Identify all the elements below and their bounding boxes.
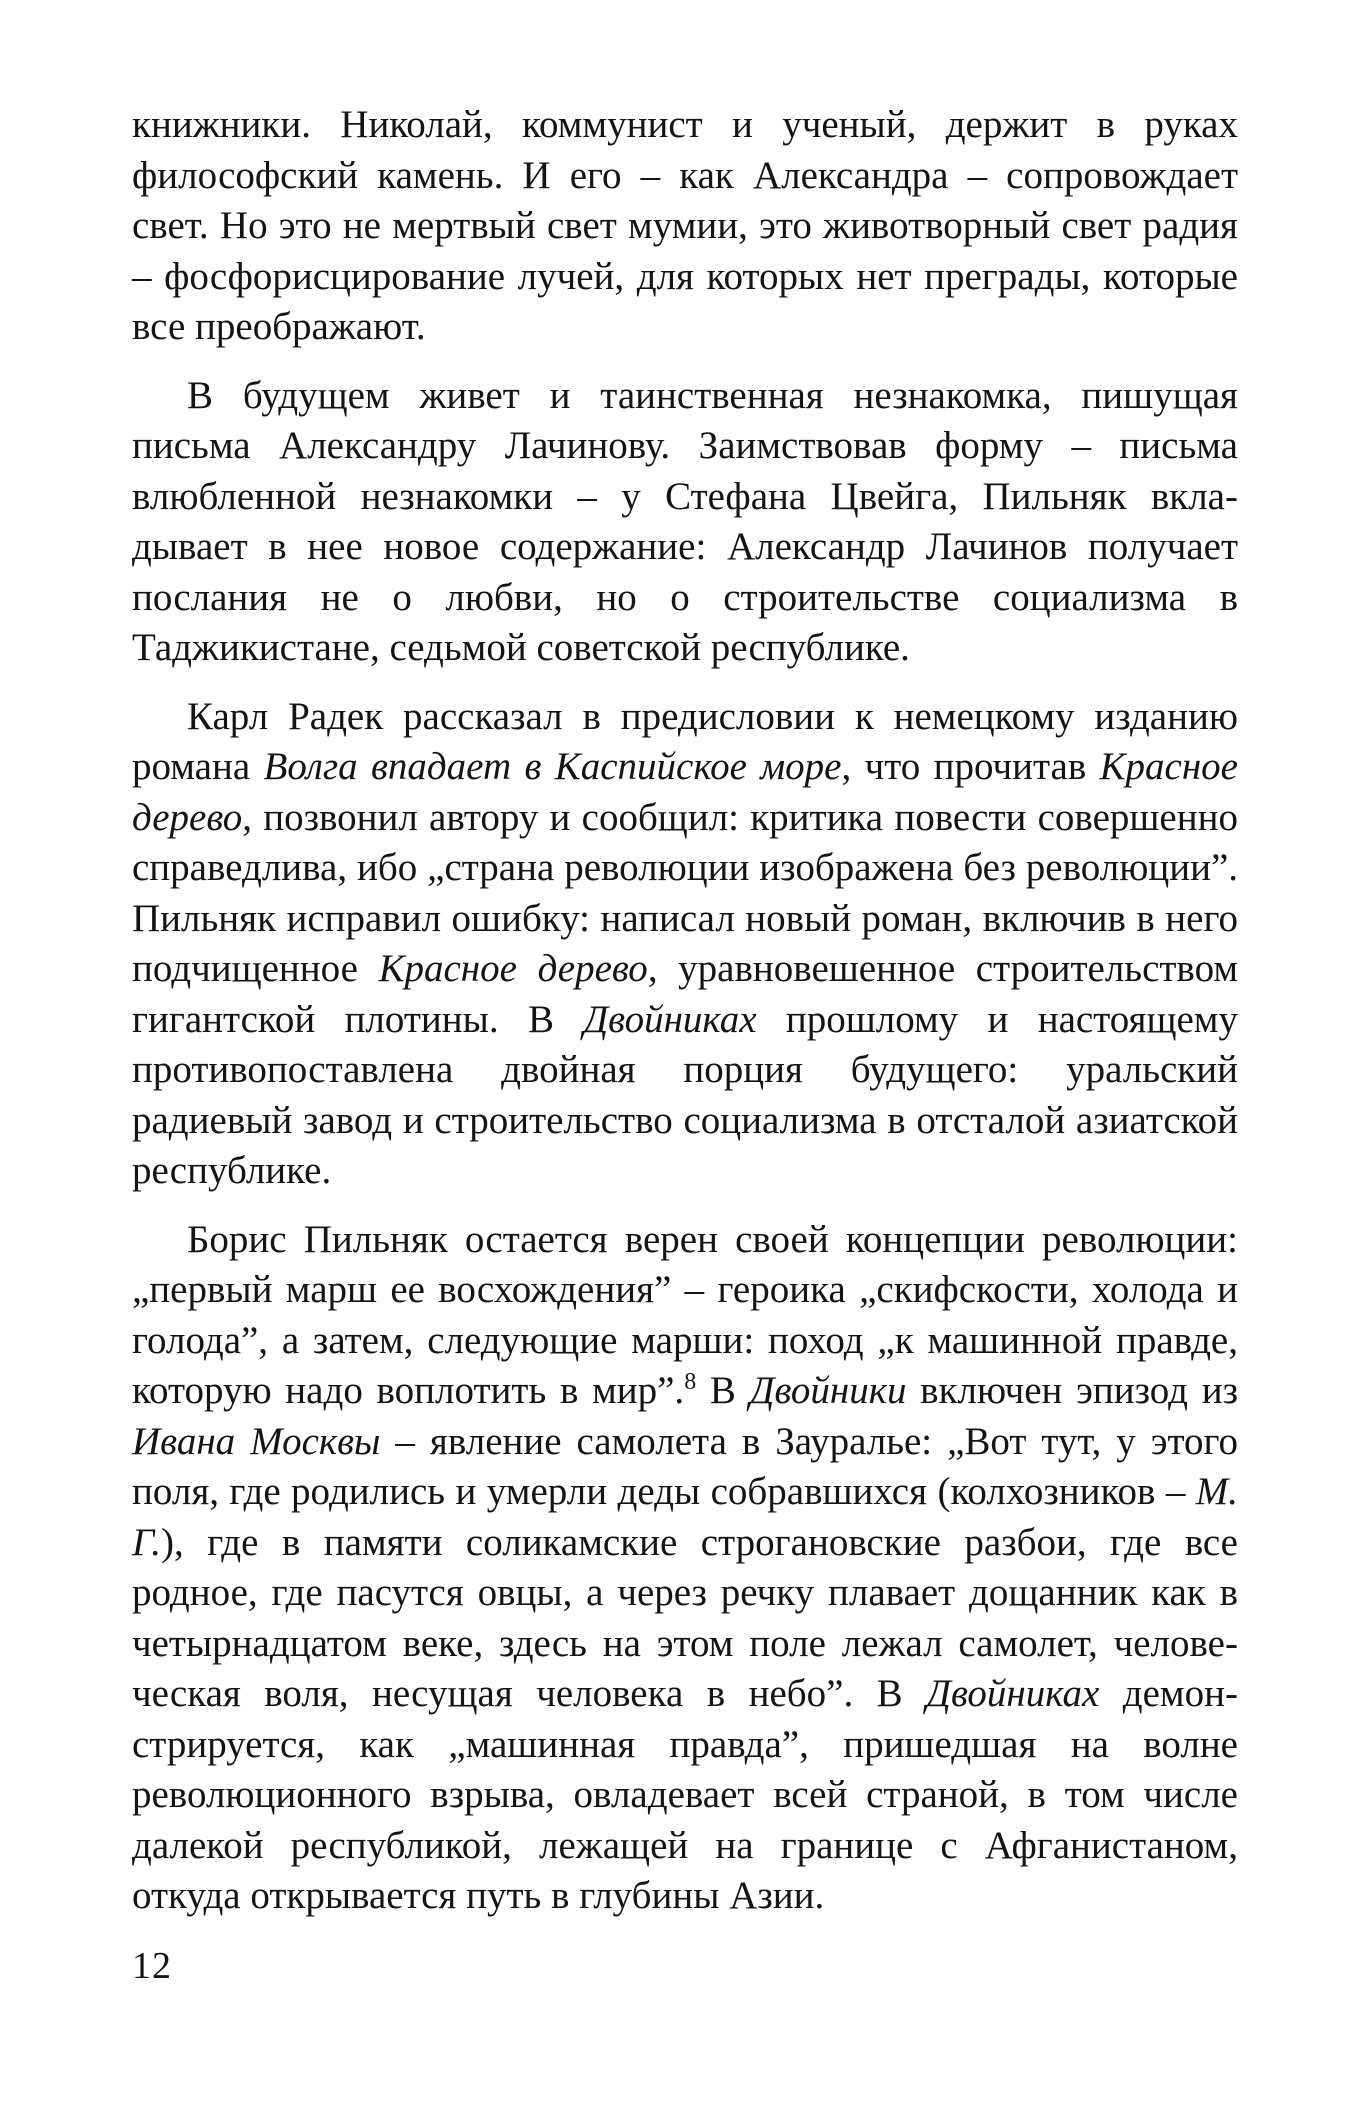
text-run: демонстрируется, как „машинная правда”, пришедшая на волне революционного взрыва, овладевает всей страной, в том числе далекой республикой, лежащей на границе с Афганистаном, откуда открывается путь в глубины Азии. [132,1672,1238,1917]
text-run: В будущем живет и таинственная незнакомка, пишущая письма Александру Лачинову. Заимствовав форму – письма влюбленной незнакомки – у Стефана Цвейга, Пильняк вкладывает в нее новое содержание: Александр Лачинов получает послания не о любви, но о строительстве социализма в Таджикистане, седьмой советской республике. [132,373,1238,669]
text-run: включен эпизод из [906,1369,1238,1412]
text-run: В [696,1369,750,1412]
text-run: – явление самолета в Зауралье: „Вот тут, у этого поля, где родились и умерли деды собравшихся (колхозников – [132,1419,1238,1513]
italic-title: Волга впадает в Каспийское море [263,745,842,788]
text-run: , что прочитав [841,745,1100,788]
text-run: книжники. Николай, коммунист и ученый, держит в руках философский камень. И его – как Александра – сопровождает свет. Но это не мертвый свет мумии, это животворный свет радия – фосфорисцирование лучей, для которых нет преграды, которые все преображают. [132,103,1238,348]
paragraph-4 [132,1215,1238,1922]
footnote-marker: 8 [684,1369,697,1395]
paragraph-3 [132,692,1238,1197]
text-run: Борис Пильняк остается верен своей концепции революции: „первый марш ее восхождения” – героика „скифскости, холода и голода”, а затем, следующие марши: поход „к машинной правде, которую надо воплотить в мир”. [132,1217,1238,1412]
page-number: 12 [132,1945,172,1987]
text-run: Карл Радек рассказал в предисловии к немецкому изданию романа [132,694,1238,788]
italic-title: Двойниках [583,997,757,1041]
page-body [132,100,1238,1940]
text-run: , уравновешенное строительством гигантской плотины. В [132,947,1239,1041]
italic-title: Красное дерево [378,947,648,990]
paragraph-1 [132,100,1238,353]
paragraph-2 [132,371,1238,674]
italic-title: Двойники [749,1369,907,1412]
italic-title: М. Г. [132,1470,1238,1564]
text-run: прошлому и настоящему противопоставлена двойная порция будущего: уральский радиевый завод и строительство социализма в отсталой азиатской республике. [132,997,1238,1192]
text-run: , позвонил автору и сообщил: критика повести совершенно справедлива, ибо „страна революции изображена без революции”. Пильняк исправил ошибку: написал новый роман, включив в него подчищенное [132,795,1238,990]
italic-title: Двойниках [926,1672,1100,1715]
italic-title: Красное дерево [132,745,1238,839]
italic-title: Ивана Москвы [132,1419,381,1463]
text-run: ), где в памяти соликамские строгановские разбои, где все родное, где пасутся овцы, а через речку плавает дощанник как в четырнадцатом веке, здесь на этом поле лежал самолет, человеческая воля, несущая человека в небо”. В [132,1520,1238,1715]
